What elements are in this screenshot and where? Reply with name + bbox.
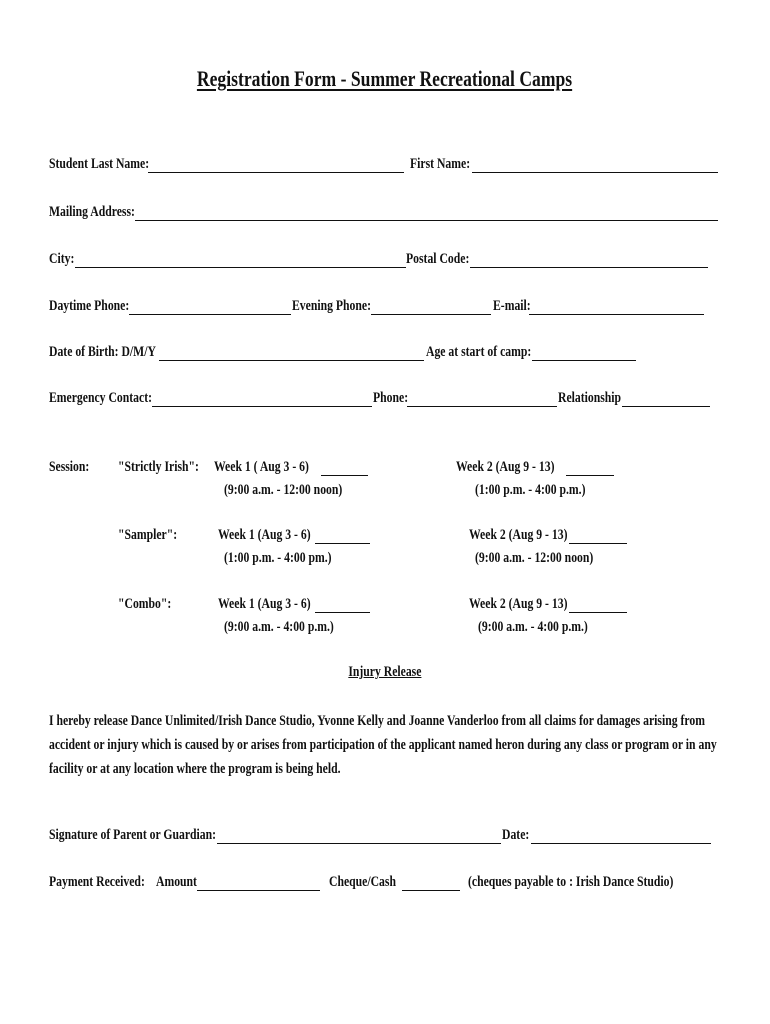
relationship-label: Relationship: [558, 390, 622, 406]
session-label: Session:: [49, 459, 90, 475]
daytime-phone-label: Daytime Phone:: [49, 298, 130, 314]
injury-release-heading: Injury Release: [348, 664, 422, 680]
mailing-address-field[interactable]: [135, 220, 718, 221]
signature-field[interactable]: [217, 843, 501, 844]
emergency-contact-label: Emergency Contact:: [49, 390, 152, 406]
relationship-field[interactable]: [622, 406, 710, 407]
cheque-cash-label: Cheque/Cash: [329, 874, 396, 890]
session-week1-field[interactable]: [321, 475, 368, 476]
cheque-cash-field[interactable]: [402, 890, 460, 891]
dob-label: Date of Birth: D/M/Y: [49, 344, 156, 360]
session-week2-time: (1:00 p.m. - 4:00 p.m.): [475, 482, 586, 498]
emergency-contact-field[interactable]: [152, 406, 372, 407]
phone-field[interactable]: [407, 406, 557, 407]
session-option-name: "Sampler":: [118, 527, 178, 543]
session-week2-field[interactable]: [569, 612, 627, 613]
session-week2-label: Week 2 (Aug 9 - 13): [456, 459, 555, 475]
session-week2-field[interactable]: [566, 475, 614, 476]
session-week1-time: (9:00 a.m. - 4:00 p.m.): [224, 619, 334, 635]
payment-received-label: Payment Received:: [49, 874, 145, 890]
session-week1-field[interactable]: [315, 543, 370, 544]
session-week1-field[interactable]: [315, 612, 370, 613]
session-week2-field[interactable]: [569, 543, 627, 544]
first-name-field[interactable]: [472, 172, 718, 173]
cheques-payable-note: (cheques payable to : Irish Dance Studio): [468, 874, 674, 890]
session-week1-time: (1:00 p.m. - 4:00 pm.): [224, 550, 332, 566]
daytime-phone-field[interactable]: [129, 314, 291, 315]
mailing-address-label: Mailing Address:: [49, 204, 135, 220]
evening-phone-field[interactable]: [371, 314, 491, 315]
email-field[interactable]: [529, 314, 704, 315]
amount-label: Amount: [156, 874, 197, 890]
date-field[interactable]: [531, 843, 711, 844]
form-title: Registration Form - Summer Recreational Camps: [197, 66, 573, 91]
date-label: Date:: [502, 827, 530, 843]
session-week1-label: Week 1 (Aug 3 - 6): [218, 596, 311, 612]
age-field[interactable]: [532, 360, 636, 361]
city-field[interactable]: [75, 267, 406, 268]
evening-phone-label: Evening Phone:: [292, 298, 371, 314]
student-last-name-field[interactable]: [148, 172, 404, 173]
session-week2-label: Week 2 (Aug 9 - 13): [469, 596, 568, 612]
student-last-name-label: Student Last Name:: [49, 156, 150, 172]
session-week2-time: (9:00 a.m. - 4:00 p.m.): [478, 619, 588, 635]
postal-code-field[interactable]: [470, 267, 708, 268]
postal-code-label: Postal Code:: [406, 251, 470, 267]
session-week2-time: (9:00 a.m. - 12:00 noon): [475, 550, 594, 566]
session-option-name: "Combo":: [118, 596, 172, 612]
signature-label: Signature of Parent or Guardian:: [49, 827, 217, 843]
session-week1-label: Week 1 ( Aug 3 - 6): [214, 459, 309, 475]
session-week1-label: Week 1 (Aug 3 - 6): [218, 527, 311, 543]
phone-label: Phone:: [373, 390, 409, 406]
dob-field[interactable]: [159, 360, 424, 361]
city-label: City:: [49, 251, 75, 267]
email-label: E-mail:: [493, 298, 531, 314]
age-label: Age at start of camp:: [426, 344, 532, 360]
session-week2-label: Week 2 (Aug 9 - 13): [469, 527, 568, 543]
session-option-name: "Strictly Irish":: [118, 459, 199, 475]
amount-field[interactable]: [197, 890, 320, 891]
first-name-label: First Name:: [410, 156, 471, 172]
session-week1-time: (9:00 a.m. - 12:00 noon): [224, 482, 343, 498]
injury-release-text: I hereby release Dance Unlimited/Irish Dance Studio, Yvonne Kelly and Joanne Vanderloo from all claims for damages arising from accident or injury which is caused by or arises from participation of the applicant named heron during any class or program or in any facility or at any location where the program is being held.: [49, 713, 717, 777]
